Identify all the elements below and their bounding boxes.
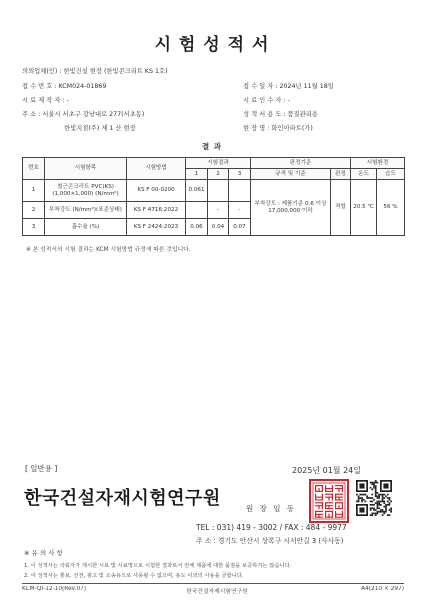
official-seal-icon [309, 479, 349, 523]
info-receipt-no [22, 82, 232, 91]
caution-item: 2. 이 성적서는 홍보, 선전, 광고 및 소송용으로 사용될 수 없으며, 용도 이외의 사용을 금합니다. [24, 573, 244, 579]
info-address [22, 110, 237, 119]
criteria-line: 17,000,000 이하 [268, 207, 313, 214]
cell-item-line: (1,000×1,000) (N/mm²) [52, 190, 119, 197]
institute-name: 한국건설자재시험연구원 [24, 488, 221, 509]
usage-tag: [ 일반용 ] [25, 464, 58, 473]
header-result-2: 2 [208, 169, 229, 180]
info-label: 접 수 번 호 [22, 83, 53, 90]
header-item: 시험항목 [45, 158, 127, 180]
header-method: 시험방법 [127, 158, 186, 180]
header-temperature: 온도 [351, 169, 377, 180]
info-address-cont [64, 124, 234, 133]
info-value: : - [62, 97, 69, 104]
header-criteria: 규격 및 기준 [251, 169, 331, 180]
contact-tel-fax: TEL : 031) 419 - 3002 / FAX : 484 - 9977 [196, 523, 347, 532]
cell-method: KS F 00-0200 [127, 180, 186, 202]
table-row [23, 180, 405, 202]
header-judgment: 판정 [331, 169, 351, 180]
footer-org: 한국건설자재시험연구원 [186, 589, 248, 595]
issue-date: 2025년 01월 24일 [292, 466, 361, 475]
info-value: : 2024년 11월 18일 [275, 83, 334, 90]
info-value: : KCM024-01869 [54, 83, 107, 90]
cell-result-1: 0.061 [186, 180, 208, 202]
cell-no: 1 [23, 180, 45, 202]
header-criteria-group: 판정기준 [251, 158, 351, 169]
footer-paper-size: A4(210 × 297) [361, 586, 404, 592]
header-humidity: 습도 [377, 169, 405, 180]
cell-result-2: - [208, 202, 229, 219]
info-label: 의뢰업체(인) [22, 68, 58, 75]
cell-temperature: 20.5 ℃ [351, 180, 377, 236]
cell-result-3: 0.07 [229, 219, 251, 236]
info-label: 시 료 제 작 자 [22, 97, 61, 104]
cell-result-2 [208, 180, 229, 202]
info-label: 접 수 일 자 [243, 83, 274, 90]
cell-no: 2 [23, 202, 45, 219]
cell-result-3: - [229, 202, 251, 219]
qr-code-icon [356, 480, 392, 516]
info-receipt-date [243, 82, 413, 91]
cell-judgment: 적합 [331, 180, 351, 236]
cell-item [45, 180, 127, 202]
cell-method: KS F 4716:2022 [127, 202, 186, 219]
info-label: 주 소 [22, 111, 37, 118]
info-value: : 품질관리용 [283, 111, 318, 118]
cell-no: 3 [23, 219, 45, 236]
table-header-row [23, 158, 405, 169]
cell-result-1: 0.06 [186, 219, 208, 236]
criteria-line: 부착강도 : 제품기준 0.6 이상 [254, 200, 327, 207]
info-purpose [243, 110, 413, 119]
info-label: 현 장 명 [243, 125, 266, 132]
cell-humidity: 56 % [377, 180, 405, 236]
cell-item: 흡수율 (%) [45, 219, 127, 236]
info-value: : 화인아파트(가) [267, 125, 313, 132]
footer-divider [22, 583, 404, 584]
info-value: : 한빛건설 현장 (한빛콘크리트 KS 1호) [59, 68, 168, 75]
header-result: 시험결과 [186, 158, 251, 169]
institute-address: 주 소 : 경기도 안산시 상록구 시서안길 3 (사사동) [196, 537, 344, 545]
cell-result-1 [186, 202, 208, 219]
info-sample-maker [22, 96, 232, 105]
cell-item: 부착강도 (N/mm²)(표준상태) [45, 202, 127, 219]
info-value: : - [283, 97, 290, 104]
header-result-1: 1 [186, 169, 208, 180]
info-value: 한빛지점(주) 제 1 산 현장 [64, 125, 136, 132]
cell-item-line: 철근콘크리트 PVC(KS) [57, 183, 114, 190]
document-title: 시 험 성 적 서 [154, 35, 270, 55]
table-note: ※ 본 성적서의 시험 결과는 KCM 시험방법 규정에 따른 것입니다. [26, 247, 191, 253]
info-sample-receiver [243, 96, 413, 105]
cell-method: KS F 2424:2023 [127, 219, 186, 236]
info-value: : 서울시 서초구 강남대로 277(서초동) [38, 111, 145, 118]
header-result-3: 3 [229, 169, 251, 180]
cell-result-2: 0.04 [208, 219, 229, 236]
director-name: 원 장 임 동 [246, 504, 297, 513]
info-label: 시 료 인 수 자 [243, 97, 282, 104]
caution-item: 1. 이 성적서는 의뢰자가 제시한 시료 및 시료명으로 시험한 결과로서 전체 제품에 대한 품질을 보증하지는 않습니다. [24, 563, 292, 569]
info-site-name [243, 124, 413, 133]
result-heading: 결 과 [201, 142, 223, 151]
cell-criteria [251, 180, 331, 236]
result-table [22, 157, 405, 236]
header-environment: 시험환경 [351, 158, 405, 169]
footer-form-no: KCM-QI-12-10(Rev.07) [22, 586, 87, 592]
header-no: 번호 [23, 158, 45, 180]
caution-title: ※ 유 의 사 항 [24, 549, 63, 557]
info-label: 성 적 서 용 도 [243, 111, 282, 118]
info-client [22, 67, 422, 76]
cell-result-3 [229, 180, 251, 202]
